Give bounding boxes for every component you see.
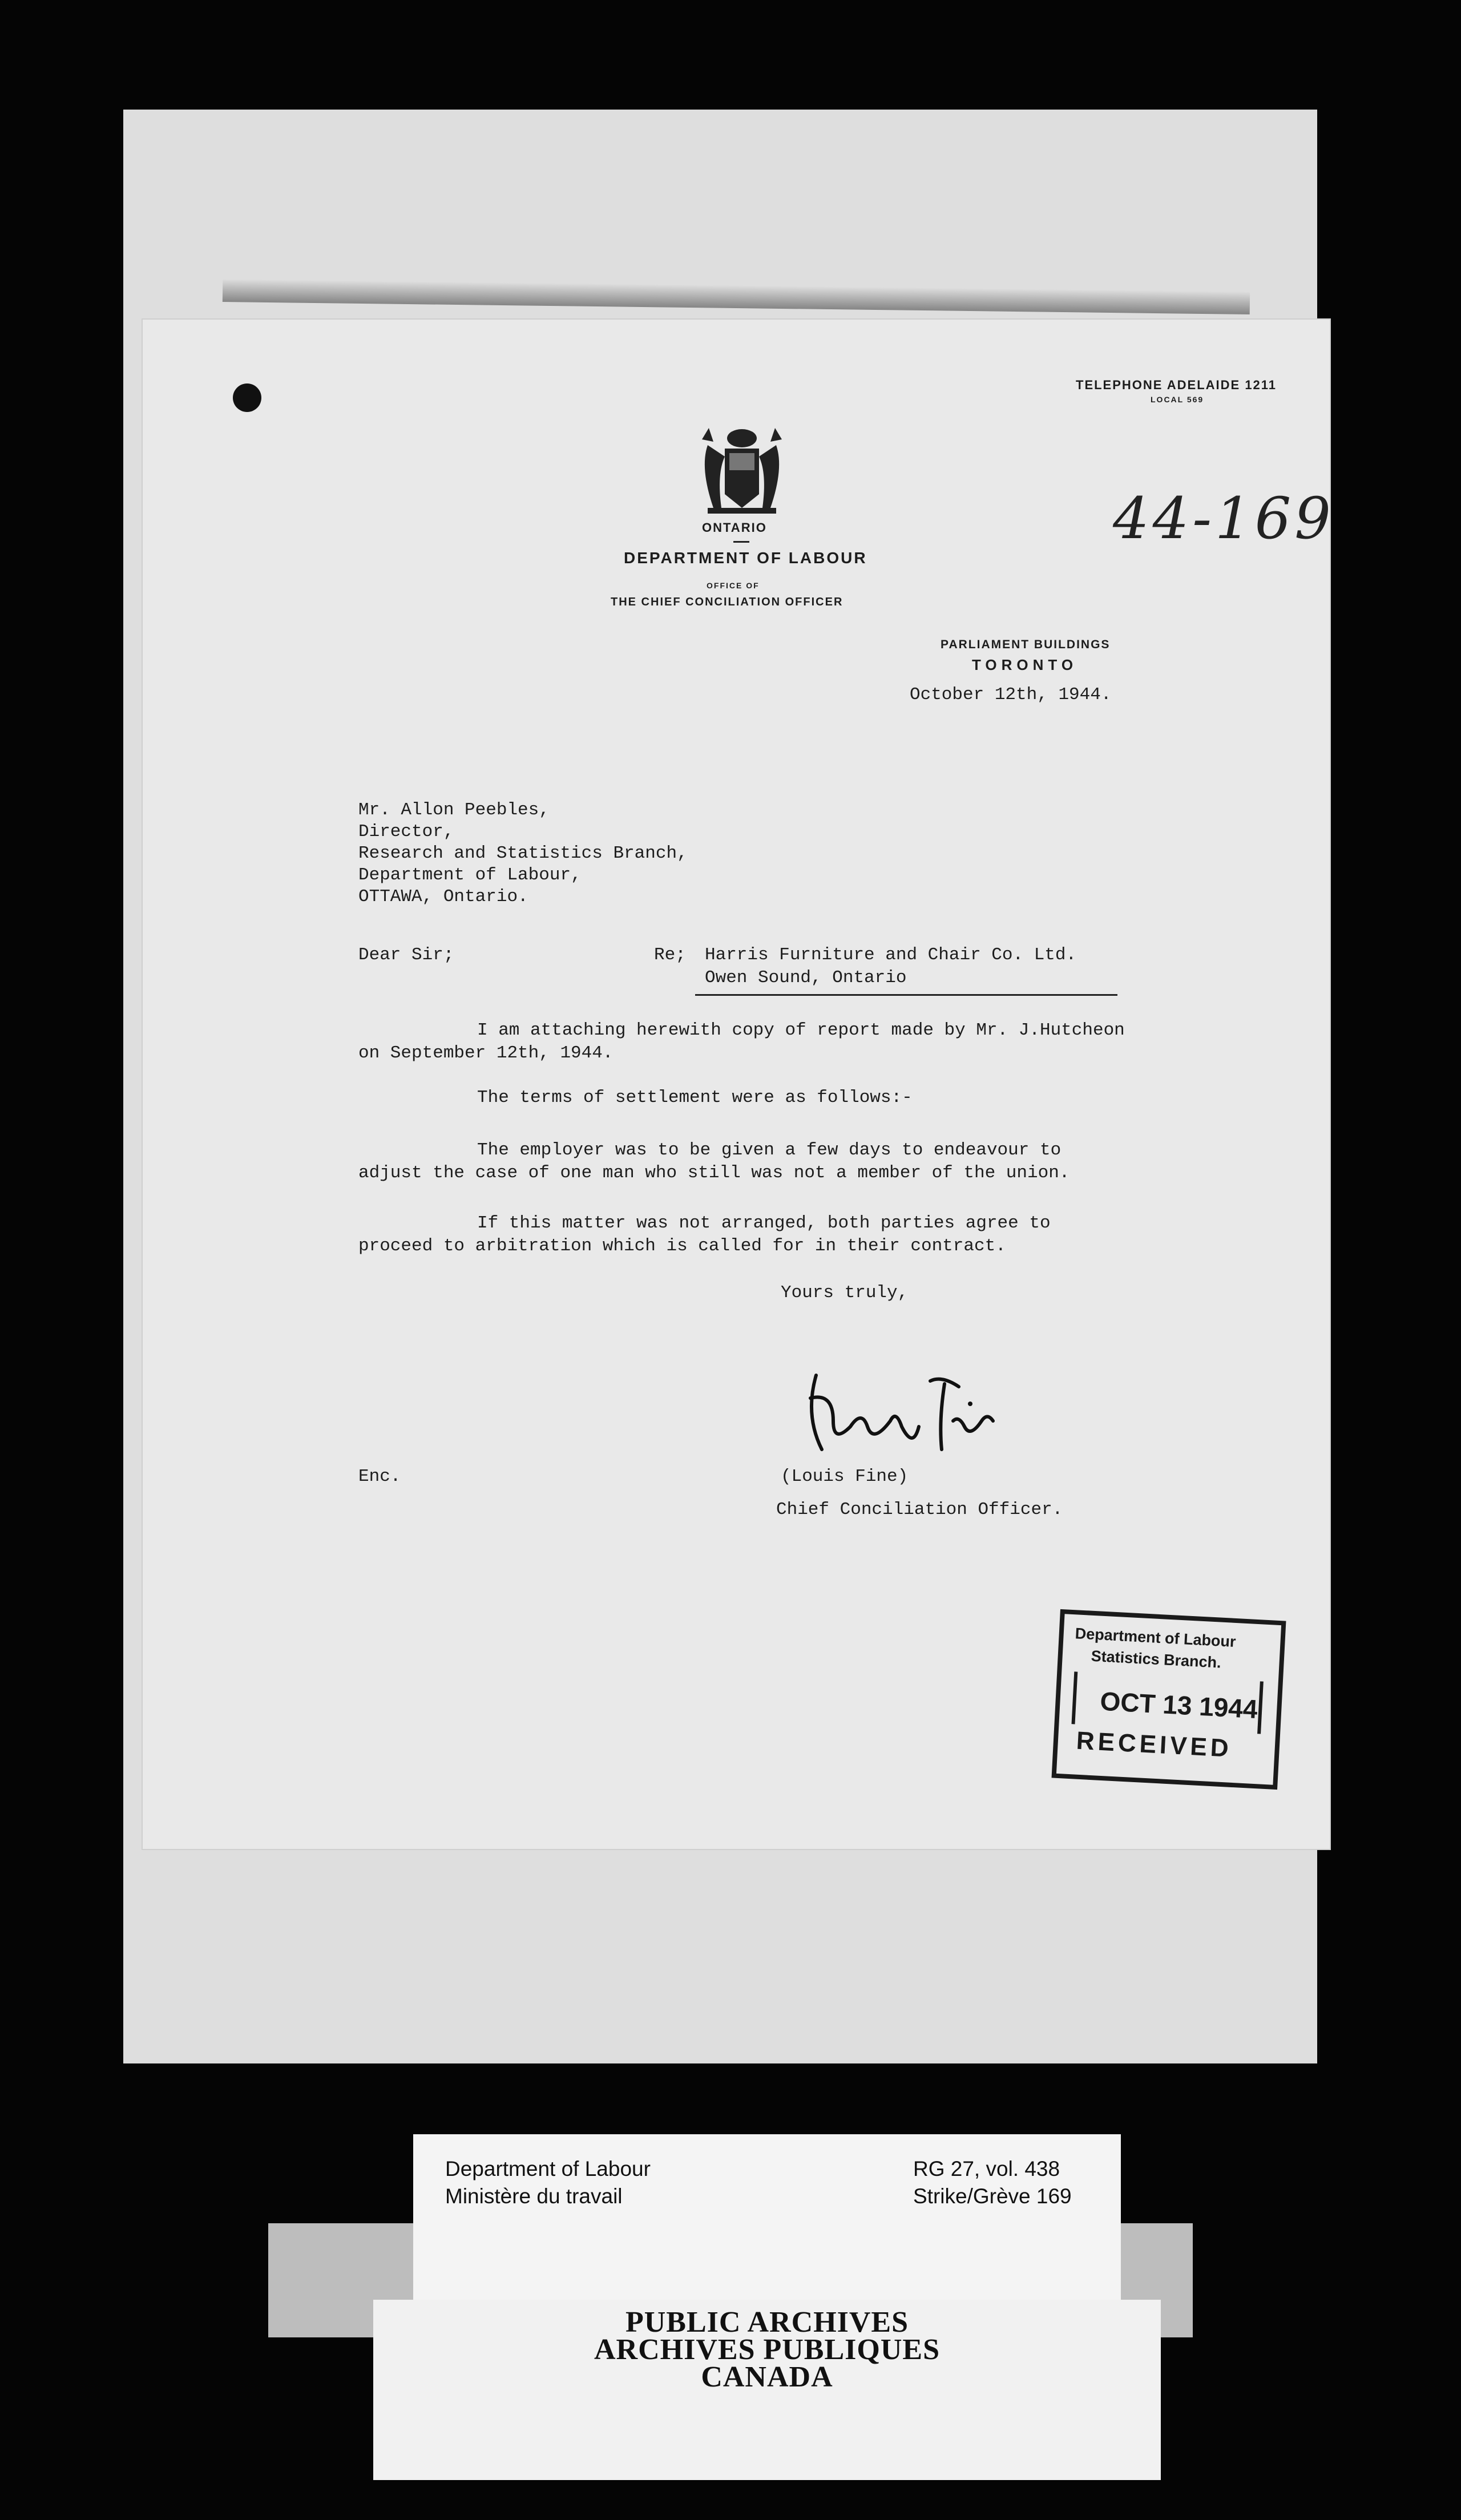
archive-strike-number: Strike/Grève 169: [913, 2184, 1072, 2208]
paragraph-3-line-2: adjust the case of one man who still was not a member of the union.: [358, 1163, 1070, 1183]
re-location: Owen Sound, Ontario: [705, 968, 907, 988]
recipient-branch: Research and Statistics Branch,: [358, 843, 688, 863]
letterhead-department: DEPARTMENT OF LABOUR: [624, 549, 867, 567]
letterhead-rule: [733, 541, 749, 543]
received-stamp: [1052, 1609, 1286, 1790]
letterhead-office-of: OFFICE OF: [707, 581, 760, 590]
letterhead-province: ONTARIO: [702, 520, 767, 535]
stamp-department: Department of Labour: [1075, 1625, 1237, 1650]
re-label: Re;: [654, 945, 686, 965]
signatory-title: Chief Conciliation Officer.: [776, 1500, 1063, 1520]
letterhead-office: THE CHIEF CONCILIATION OFFICER: [611, 596, 843, 608]
city-address: TORONTO: [972, 656, 1078, 673]
paragraph-2: The terms of settlement were as follows:-: [477, 1088, 913, 1108]
closing: Yours truly,: [781, 1283, 909, 1303]
signatory-name: (Louis Fine): [781, 1467, 909, 1487]
ontario-coat-of-arms-icon: [685, 422, 799, 519]
building-address: PARLIAMENT BUILDINGS: [941, 638, 1111, 651]
file-number-handwritten: 44-169: [1113, 485, 1334, 552]
telephone-local: LOCAL 569: [1151, 395, 1204, 404]
paragraph-4-line-2: proceed to arbitration which is called for in their contract.: [358, 1236, 1006, 1256]
recipient-department: Department of Labour,: [358, 865, 582, 885]
handwritten-signature: [799, 1364, 1004, 1461]
paragraph-1-line-2: on September 12th, 1944.: [358, 1043, 614, 1063]
re-company: Harris Furniture and Chair Co. Ltd.: [705, 945, 1077, 965]
letter-date: October 12th, 1944.: [910, 685, 1112, 705]
punch-hole: [233, 383, 261, 412]
archive-record-group: RG 27, vol. 438: [913, 2157, 1060, 2180]
salutation: Dear Sir;: [358, 945, 454, 965]
stamp-date: OCT 13 1944: [1099, 1686, 1258, 1725]
recipient-name: Mr. Allon Peebles,: [358, 800, 550, 820]
paragraph-3-line-1: The employer was to be given a few days to endeavour to: [477, 1140, 1062, 1160]
archives-title-en: PUBLIC ARCHIVES: [625, 2306, 909, 2339]
re-underline: [695, 994, 1117, 996]
archives-title-fr: ARCHIVES PUBLIQUES: [594, 2333, 941, 2366]
paragraph-4-line-1: If this matter was not arranged, both parties agree to: [477, 1213, 1051, 1233]
stamp-status: RECEIVED: [1075, 1726, 1233, 1763]
enclosure-note: Enc.: [358, 1467, 401, 1487]
archive-department-fr: Ministère du travail: [445, 2184, 623, 2208]
archive-department-en: Department of Labour: [445, 2157, 651, 2180]
telephone-number: TELEPHONE ADELAIDE 1211: [1076, 378, 1277, 392]
stamp-branch: Statistics Branch.: [1091, 1647, 1222, 1671]
recipient-city: OTTAWA, Ontario.: [358, 887, 528, 907]
archives-country: CANADA: [701, 2361, 833, 2393]
paragraph-1-line-1: I am attaching herewith copy of report made by Mr. J.Hutcheon: [477, 1020, 1125, 1040]
recipient-title: Director,: [358, 822, 454, 842]
